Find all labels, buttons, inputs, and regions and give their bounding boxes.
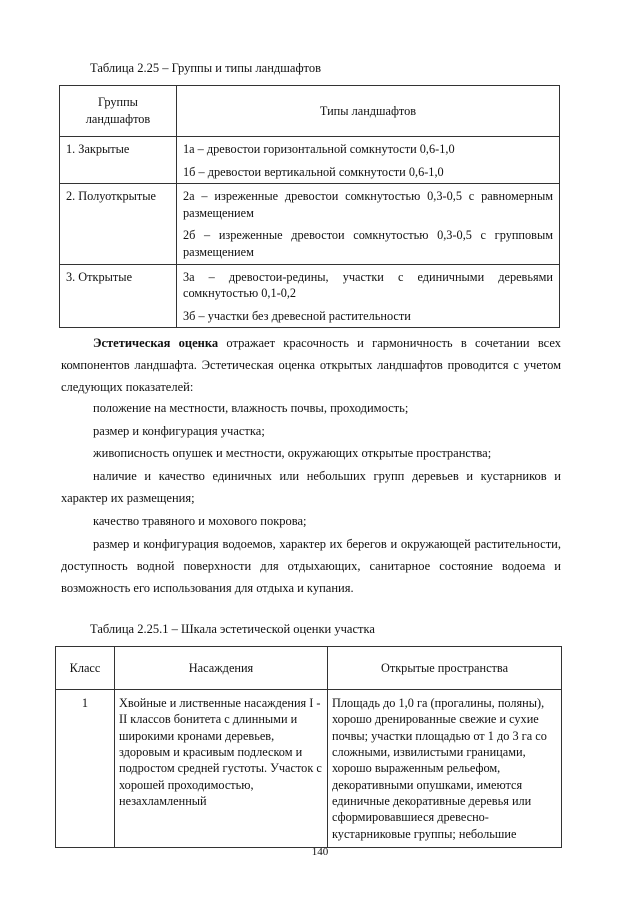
list-item: размер и конфигурация участка; (93, 424, 265, 438)
table-row (60, 137, 560, 184)
header-groups-line2: ландшафтов (85, 112, 151, 126)
group-cell: 2. Полуоткрытые (60, 184, 177, 264)
intro-bold-term: Эстетическая оценка (93, 336, 219, 350)
type-line: 3б – участки без древесной растительности (183, 308, 411, 323)
type-line: 1а – древостои горизонтальной сомкнутости 0,6-1,0 (183, 142, 455, 156)
type-line: 1б – древостои вертикальной сомкнутости 0,6-1,0 (183, 164, 444, 179)
header-types: Типы ландшафтов (177, 86, 560, 137)
landscape-groups-table (59, 85, 560, 328)
group-cell: 3. Открытые (60, 264, 177, 328)
table-row (60, 184, 560, 264)
class-cell: 1 (56, 690, 115, 848)
type-line: 2б – изреженные древостои сомкнутостью 0,3-0,5 с групповым размещением (183, 228, 553, 259)
table-header-row (60, 86, 560, 137)
list-item: размер и конфигурация водоемов, характер их берегов и окружающей растительности, доступность водной поверхности для отдыхающих, санитарное состояние водоема и возможность его использования для отдыха и купания. (61, 537, 561, 595)
intro-text: отражает красочность и гармоничность в сочетании всех компонентов ландшафта. Эстетическая оценка открытых ландшафтов проводится с учетом следующих показателей: (61, 336, 561, 394)
types-cell (177, 137, 560, 184)
header-open-spaces: Открытые пространства (328, 647, 562, 690)
page-number: 140 (311, 846, 329, 858)
open-spaces-cell: Площадь до 1,0 га (прогалины, поляны), хорошо дренированные свежие и сухие почвы; участки площадью от 1 до 3 га со сложными, извилистыми границами, хорошо выраженным рельефом, декоративными опушками, имеются единичные декоративные деревья или сформировавшиеся древесно-кустарниковые группы; небольшие (328, 690, 562, 848)
list-item: наличие и качество единичных или небольших групп деревьев и кустарников и характер их размещения; (61, 469, 561, 505)
type-line: 3а – древостои-редины, участки с единичными деревьями сомкнутостью 0,1-0,2 (183, 269, 553, 301)
list-item: положение на местности, влажность почвы, проходимость; (93, 401, 409, 415)
plantings-cell: Хвойные и лиственные насаждения I - II классов бонитета с длинными и широкими кронами деревьев, здоровым и красивым подлеском и подростом средней густоты. Участок с хорошей проходимостью, незахламленный (115, 690, 328, 848)
intro-paragraph (61, 332, 561, 398)
header-plantings: Насаждения (115, 647, 328, 690)
types-cell (177, 184, 560, 264)
table1-caption: Таблица 2.25 – Группы и типы ландшафтов (90, 61, 321, 75)
header-groups (60, 86, 177, 137)
aesthetic-scale-table (55, 646, 562, 848)
list-item: живописность опушек и местности, окружающих открытые пространства; (93, 446, 492, 460)
list-item: качество травяного и мохового покрова; (93, 514, 307, 528)
types-cell (177, 264, 560, 328)
table-header-row (56, 647, 562, 690)
table2-caption: Таблица 2.25.1 – Шкала эстетической оценки участка (90, 622, 375, 636)
table-row (60, 264, 560, 328)
header-class: Класс (56, 647, 115, 690)
type-line: 2а – изреженные древостои сомкнутостью 0,3-0,5 с равномерным размещением (183, 189, 553, 220)
table-row (56, 690, 562, 848)
header-groups-line1: Группы (98, 95, 138, 110)
group-cell: 1. Закрытые (60, 137, 177, 184)
